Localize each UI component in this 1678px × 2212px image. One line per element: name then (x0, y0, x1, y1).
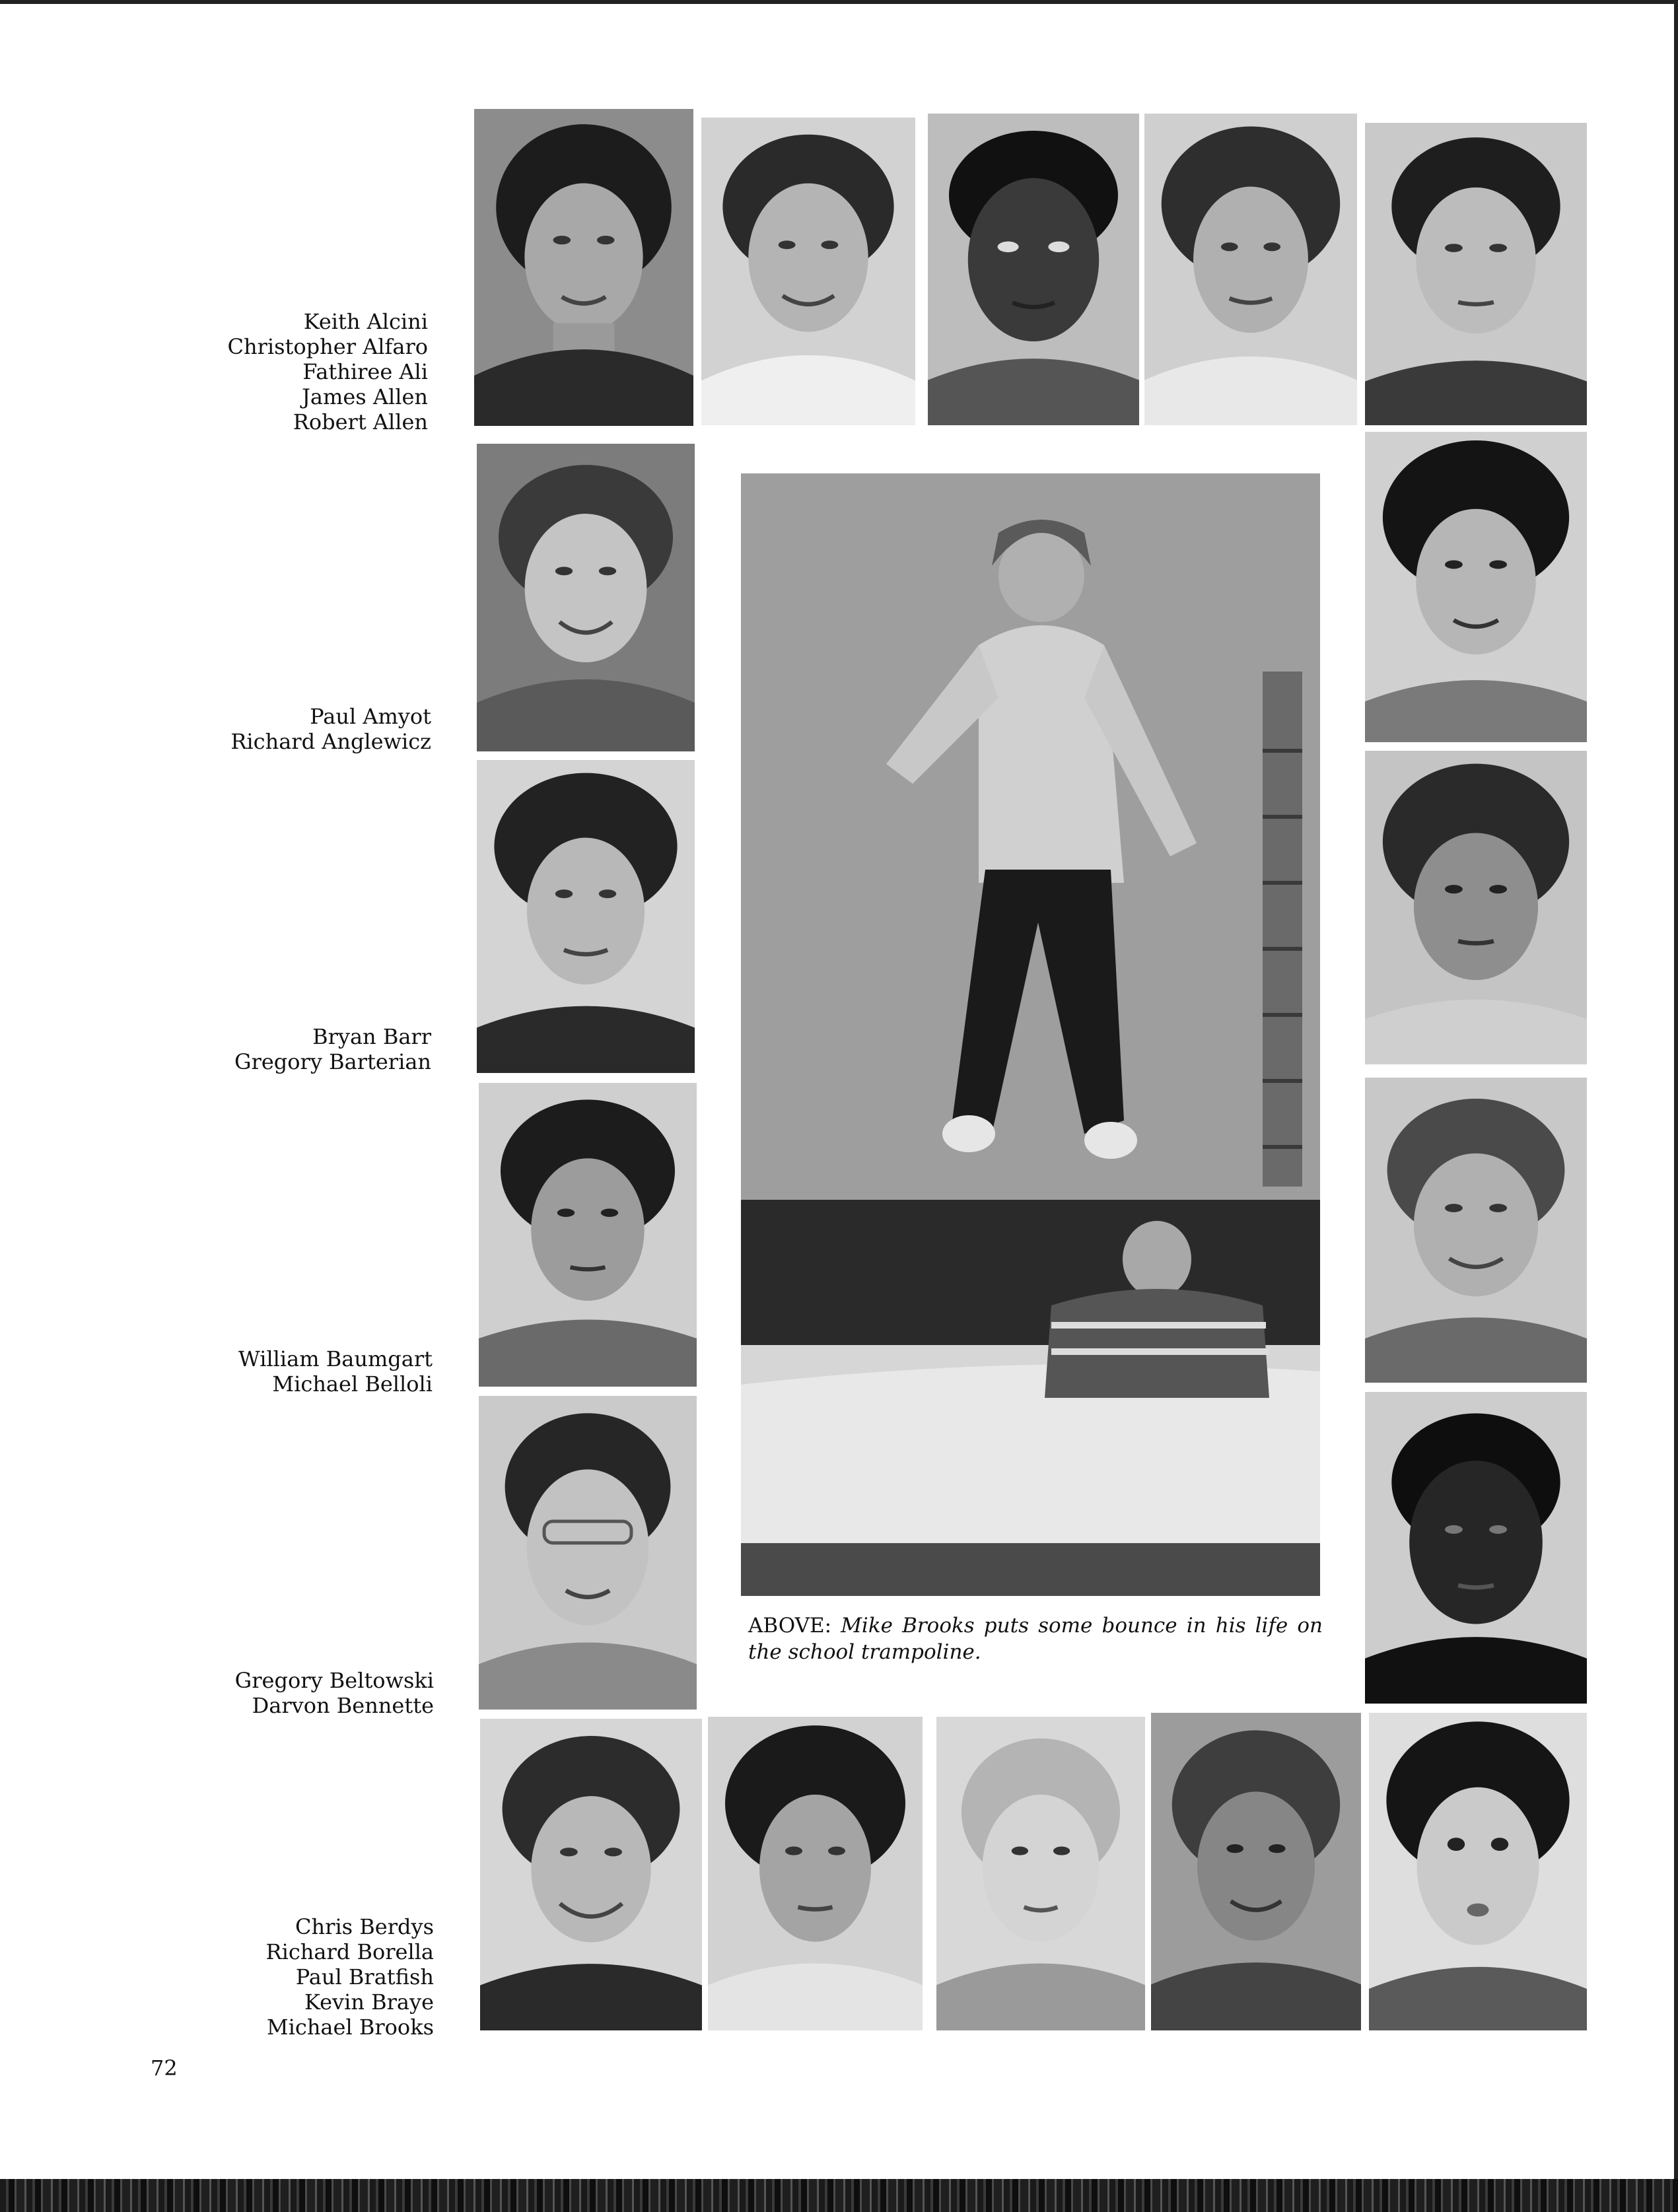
student-name: Michael Brooks (266, 2015, 434, 2040)
student-name: Paul Amyot (310, 704, 431, 729)
portrait-photo (477, 444, 695, 751)
portrait-photo (474, 109, 693, 426)
portrait-photo (479, 1083, 697, 1387)
feature-photo-caption (748, 1612, 1323, 1665)
portrait-photo (1365, 123, 1587, 425)
portrait-photo (928, 114, 1139, 425)
name-list-row6 (158, 1914, 434, 2040)
student-name: Chris Berdys (295, 1914, 434, 1939)
student-name: Darvon Bennette (252, 1693, 434, 1718)
portrait-photo (1365, 432, 1587, 742)
portrait-photo (480, 1719, 702, 2030)
student-name: Richard Borella (265, 1939, 434, 1964)
student-name: William Baumgart (238, 1346, 433, 1371)
portrait-photo (701, 118, 915, 425)
caption-text: Mike Brooks puts some bounce in his life on the school trampoline. (748, 1614, 1323, 1664)
student-name: James Allen (302, 384, 428, 409)
portrait-photo (1365, 1078, 1587, 1383)
caption-lead: ABOVE: (748, 1614, 841, 1638)
student-name: Keith Alcini (303, 309, 428, 334)
scan-edge-strip (0, 2179, 1678, 2212)
page-number: 72 (151, 2056, 178, 2081)
portrait-photo (1144, 114, 1357, 425)
student-name: Paul Bratfish (295, 1964, 434, 1989)
portrait-photo (936, 1717, 1145, 2030)
portrait-photo (479, 1396, 697, 1710)
student-name: Gregory Barterian (234, 1049, 431, 1074)
scan-border-right (1674, 0, 1678, 2212)
student-name: Robert Allen (293, 409, 428, 434)
student-name: Christopher Alfaro (227, 334, 428, 359)
name-list-row3 (158, 1024, 431, 1074)
name-list-row1 (158, 309, 428, 434)
portrait-photo (1365, 751, 1587, 1064)
student-name: Richard Anglewicz (230, 729, 431, 754)
portrait-photo (1369, 1713, 1587, 2030)
student-name: Michael Belloli (272, 1371, 433, 1397)
portrait-photo (1365, 1392, 1587, 1704)
portrait-photo (477, 760, 695, 1073)
scan-border-top (0, 0, 1678, 4)
student-name: Kevin Braye (304, 1989, 434, 2015)
name-list-row2 (158, 704, 431, 754)
name-list-row4 (158, 1346, 433, 1397)
trampoline-feature-photo (741, 473, 1320, 1596)
student-name: Gregory Beltowski (234, 1668, 434, 1693)
student-name: Bryan Barr (312, 1024, 431, 1049)
student-name: Fathiree Ali (302, 359, 428, 384)
portrait-photo (1151, 1713, 1361, 2030)
portrait-photo (708, 1717, 923, 2030)
name-list-row5 (158, 1668, 434, 1718)
